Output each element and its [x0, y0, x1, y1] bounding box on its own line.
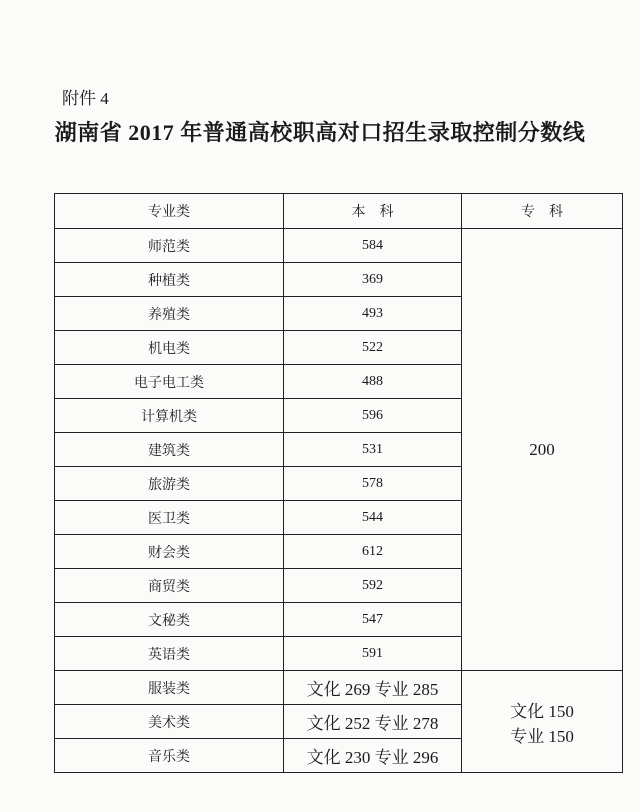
category-cell: 师范类 [55, 229, 284, 263]
undergrad-score-cell: 531 [284, 433, 462, 467]
category-cell: 美术类 [55, 705, 284, 739]
document-title: 湖南省 2017 年普通高校职高对口招生录取控制分数线 [54, 120, 586, 145]
category-cell: 计算机类 [55, 399, 284, 433]
category-cell: 医卫类 [55, 501, 284, 535]
category-cell: 电子电工类 [55, 365, 284, 399]
category-cell: 建筑类 [55, 433, 284, 467]
undergrad-score-cell: 文化 230 专业 296 [284, 739, 462, 773]
undergrad-score-cell: 369 [284, 263, 462, 297]
table-header-row [55, 194, 623, 229]
table-row [55, 671, 623, 705]
junior-major-score: 专业 150 [510, 726, 574, 746]
undergrad-score-cell: 493 [284, 297, 462, 331]
score-table [54, 193, 623, 773]
category-cell: 商贸类 [55, 569, 284, 603]
category-cell: 文秘类 [55, 603, 284, 637]
undergrad-score-cell: 584 [284, 229, 462, 263]
table-row [55, 229, 623, 263]
header-undergrad: 本 科 [284, 194, 462, 229]
category-cell: 服装类 [55, 671, 284, 705]
category-cell: 财会类 [55, 535, 284, 569]
undergrad-score-cell: 591 [284, 637, 462, 671]
category-cell: 机电类 [55, 331, 284, 365]
undergrad-score-cell: 578 [284, 467, 462, 501]
category-cell: 种植类 [55, 263, 284, 297]
category-cell: 英语类 [55, 637, 284, 671]
header-junior: 专 科 [462, 194, 623, 229]
category-cell: 旅游类 [55, 467, 284, 501]
undergrad-score-cell: 522 [284, 331, 462, 365]
undergrad-score-cell: 547 [284, 603, 462, 637]
junior-score-cell: 200 [462, 229, 623, 671]
junior-culture-score: 文化 150 [510, 701, 574, 721]
undergrad-score-cell: 文化 252 专业 278 [284, 705, 462, 739]
header-category: 专业类 [55, 194, 284, 229]
junior-score-cell [462, 671, 623, 773]
attachment-label: 附件 4 [62, 89, 109, 108]
undergrad-score-cell: 488 [284, 365, 462, 399]
undergrad-score-cell: 544 [284, 501, 462, 535]
undergrad-score-cell: 592 [284, 569, 462, 603]
undergrad-score-cell: 文化 269 专业 285 [284, 671, 462, 705]
undergrad-score-cell: 612 [284, 535, 462, 569]
undergrad-score-cell: 596 [284, 399, 462, 433]
category-cell: 养殖类 [55, 297, 284, 331]
category-cell: 音乐类 [55, 739, 284, 773]
